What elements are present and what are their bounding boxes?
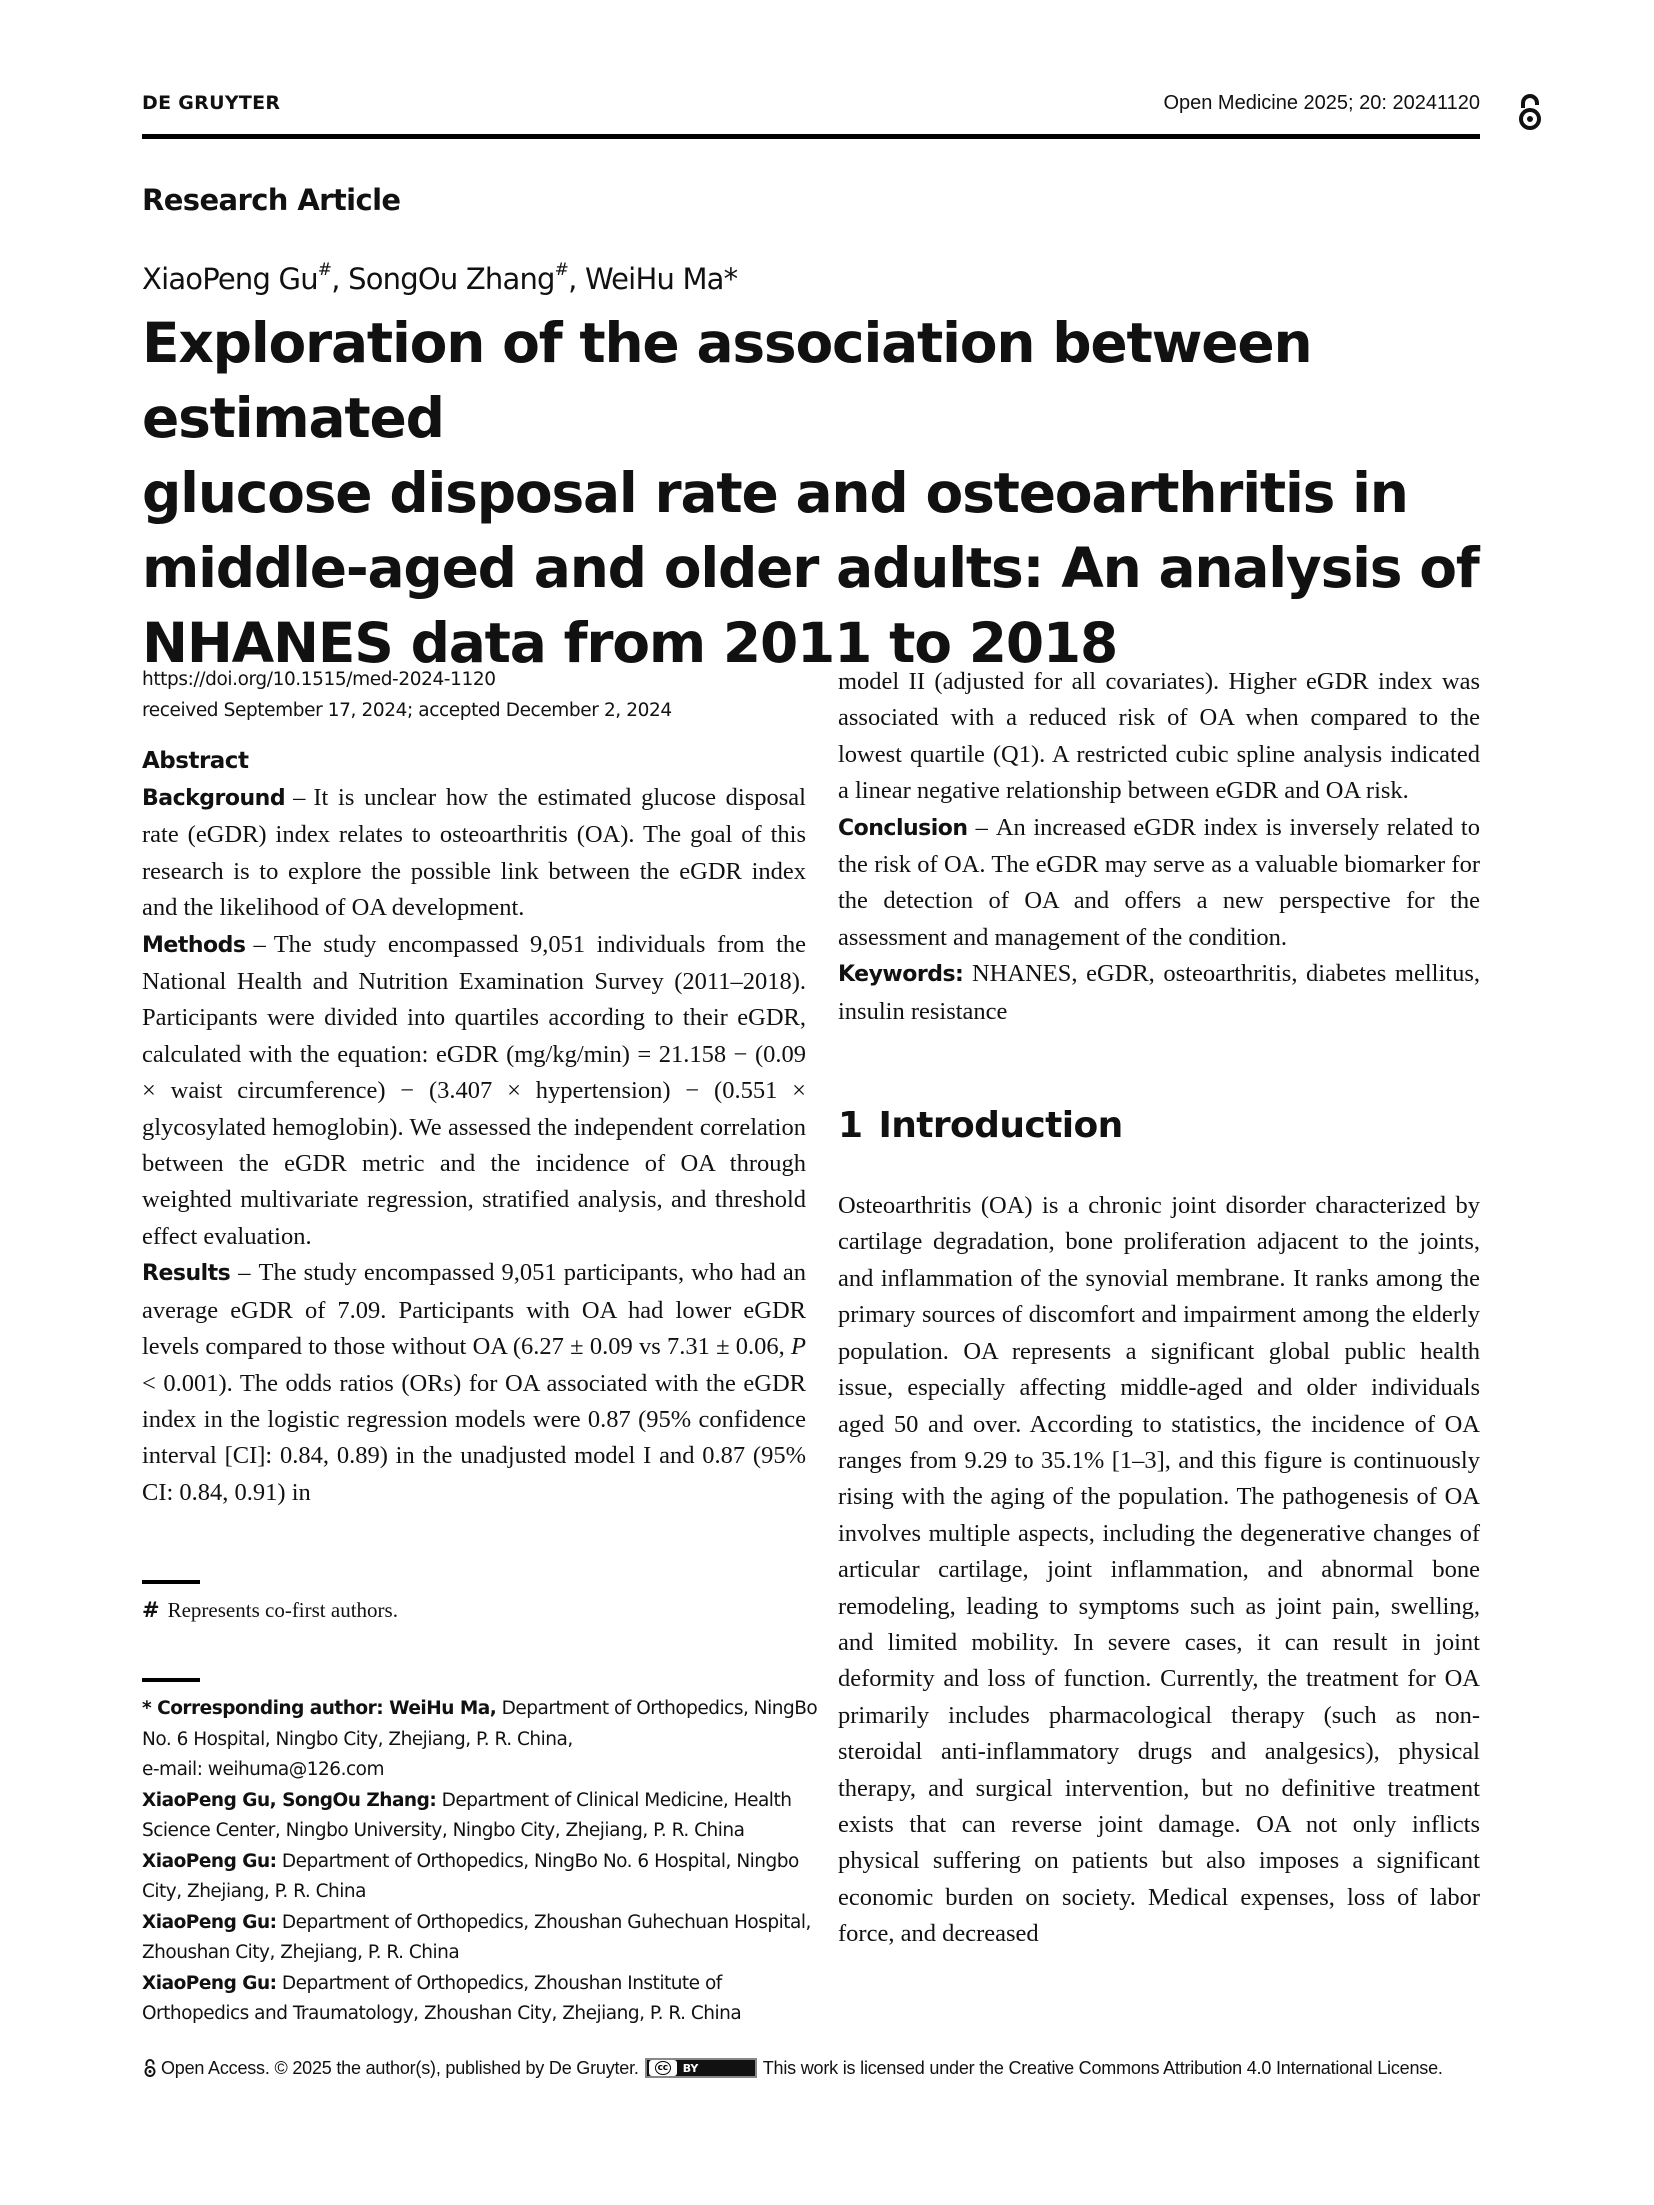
open-access-icon — [142, 2057, 158, 2079]
doi-link[interactable]: https://doi.org/10.1515/med-2024-1120 — [142, 669, 496, 690]
abstract-conclusion — [838, 810, 1480, 957]
dash: – — [238, 1259, 251, 1287]
open-access-icon — [1514, 92, 1546, 132]
affiliations — [142, 1694, 822, 2030]
author-list — [142, 262, 737, 296]
dash: – — [293, 784, 306, 811]
corresponding-text: Department of Orthopedics, NingBo No. 6 Hospital, Ningbo City, Zhejiang, P. R. China, — [142, 1698, 818, 1750]
author-name[interactable]: WeiHu Ma* — [584, 262, 738, 296]
right-column — [838, 664, 1480, 1953]
section-text: It is unclear how the estimated glucose disposal rate (eGDR) index relates to osteoarthritis (OA). The goal of this research is to explore the possible link between the eGDR index and the likelihood of OA development. — [142, 784, 806, 922]
co-first-footnote — [142, 1598, 398, 1623]
abstract-methods — [142, 927, 806, 1256]
section-text: The study encompassed 9,051 individuals from the National Health and Nutrition Examination Survey (2011–2018). Participants were divided into quartiles according to their eGDR, calculated with the equation: eGDR (mg/kg/min) = 21.158 − (0.09 × waist circumference) − (3.407 × hypertension) − (0.551 × glycosylated hemoglobin). We assessed the independent correlation between the eGDR metric and the incidence of OA through weighted multivariate regression, stratified analysis, and threshold effect evaluation. — [142, 930, 806, 1250]
abstract-heading: Abstract — [142, 748, 249, 774]
author-separator: , — [568, 262, 585, 296]
creative-commons-icon — [649, 2060, 677, 2076]
affiliation-text: Department of Orthopedics, Zhoushan Institute of Orthopedics and Traumatology, Zhoushan City, Zhejiang, P. R. China — [142, 1972, 742, 2024]
cc-label: cc — [655, 2061, 671, 2075]
section-label: Methods — [142, 932, 246, 958]
affiliation — [142, 1847, 822, 1908]
title-line: middle-aged and older adults: An analysis of — [142, 536, 1479, 600]
affiliation-authors: XiaoPeng Gu: — [142, 1850, 277, 1872]
title-line: NHANES data from 2011 to 2018 — [142, 611, 1118, 675]
keywords-label: Keywords: — [838, 962, 964, 988]
affiliation-authors: XiaoPeng Gu, SongOu Zhang: — [142, 1789, 437, 1811]
corresponding-author — [142, 1694, 822, 1755]
abstract-results — [142, 1255, 806, 1511]
footnote-text: Represents co-first authors. — [167, 1598, 398, 1622]
section-title: Introduction — [878, 1105, 1123, 1147]
section-text: An increased eGDR index is inversely related to the risk of OA. The eGDR may serve as a valuable biomarker for the detection of OA and offers a new perspective for the assessment and management of the condition. — [838, 813, 1480, 951]
introduction-paragraph: Osteoarthritis (OA) is a chronic joint disorder characterized by cartilage degradation, bone proliferation adjacent to the joints, and inflammation of the synovial membrane. It ranks among the primary sources of discomfort and impairment among the elderly population. OA represents a significant global public health issue, especially affecting middle-aged and older individuals aged 50 and over. According to statistics, the incidence of OA ranges from 9.29 to 35.1% [1–3], and this figure is continuously rising with the aging of the population. The pathogenesis of OA involves multiple aspects, including the degenerative changes of articular cartilage, joint inflammation, and abnormal bone remodeling, leading to symptoms such as joint pain, swelling, and limited mobility. In severe cases, it can result in joint deformity and loss of function. Currently, the treatment for OA primarily includes pharmacological therapy (such as non-steroidal anti-inflammatory drugs and analgesics), physical therapy, and surgical intervention, but no definitive treatment exists that can reverse joint damage. OA not only inflicts physical suffering on patients but also imposes a significant economic burden on society. Medical expenses, loss of labor force, and decreased — [838, 1192, 1480, 1948]
affiliation-text: Department of Orthopedics, Zhoushan Guhechuan Hospital, Zhoushan City, Zhejiang, P. R. China — [142, 1911, 811, 1963]
section-number: 1 — [838, 1105, 863, 1147]
corresponding-label: * Corresponding author: WeiHu Ma, — [142, 1698, 497, 1719]
open-access-statement: Open Access. © 2025 the author(s), published by De Gruyter. — [161, 2057, 639, 2078]
affiliation — [142, 1969, 822, 2030]
dash: – — [975, 813, 988, 841]
section-label: Results — [142, 1261, 231, 1287]
section-label: Conclusion — [838, 815, 968, 841]
section-text: < 0.001). The odds ratios (ORs) for OA associated with the eGDR index in the logistic regression models were 0.87 (95% confidence interval [CI]: 0.84, 0.89) in the unadjusted model I and 0.87 (95% CI: 0.84, 0.91) in — [142, 1369, 806, 1506]
keywords-text: NHANES, eGDR, osteoarthritis, diabetes mellitus, insulin resistance — [838, 960, 1480, 1025]
affiliation-text: Department of Clinical Medicine, Health Science Center, Ningbo University, Ningbo City, Zhejiang, P. R. China — [142, 1789, 792, 1841]
license-footer — [142, 2057, 1443, 2079]
p-value-symbol: P — [791, 1333, 806, 1361]
cc-by-badge[interactable] — [645, 2058, 757, 2078]
co-first-mark: # — [317, 260, 332, 281]
left-column — [142, 664, 806, 1511]
header-rule — [142, 134, 1480, 139]
affiliation-authors: XiaoPeng Gu: — [142, 1911, 277, 1933]
author-name[interactable]: SongOu Zhang — [348, 262, 555, 296]
keywords — [838, 956, 1480, 1030]
co-first-mark: # — [554, 260, 569, 281]
footnote-rule — [142, 1678, 200, 1682]
section-label: Background — [142, 786, 286, 811]
affiliation-text: Department of Orthopedics, NingBo No. 6 Hospital, Ningbo City, Zhejiang, P. R. China — [142, 1850, 799, 1902]
affiliation — [142, 1786, 822, 1847]
footnote-rule — [142, 1580, 200, 1584]
affiliation — [142, 1908, 822, 1969]
abstract-background — [142, 780, 806, 927]
email[interactable]: e-mail: weihuma@126.com — [142, 1759, 384, 1780]
section-text: The study encompassed 9,051 participants, who had an average eGDR of 7.09. Participants with OA had lower eGDR levels compared to those without OA (6.27 ± 0.09 vs 7.31 ± 0.06, — [142, 1259, 806, 1361]
title-line: Exploration of the association between estimated — [142, 311, 1312, 450]
abstract-results-continued: model II (adjusted for all covariates). Higher eGDR index was associated with a reduced risk of OA when compared to the lowest quartile (Q1). A restricted cubic spline analysis indicated a linear negative relationship between eGDR and OA risk. — [838, 668, 1480, 805]
author-name[interactable]: XiaoPeng Gu — [142, 262, 318, 296]
footnote-mark: # — [142, 1598, 160, 1622]
title-line: glucose disposal rate and osteoarthritis in — [142, 461, 1408, 525]
affiliation-authors: XiaoPeng Gu: — [142, 1972, 277, 1994]
by-label: BY — [682, 2061, 699, 2075]
publisher-logo: DE GRUYTER — [142, 92, 281, 114]
dash: – — [253, 930, 266, 958]
license-statement: This work is licensed under the Creative Commons Attribution 4.0 International License. — [762, 2057, 1443, 2078]
journal-reference: Open Medicine 2025; 20: 20241120 — [1163, 92, 1480, 114]
article-dates: received September 17, 2024; accepted December 2, 2024 — [142, 700, 672, 721]
section-heading-introduction — [838, 1104, 1480, 1148]
article-title — [142, 306, 1502, 681]
article-type: Research Article — [142, 183, 401, 217]
author-separator: , — [331, 262, 349, 296]
